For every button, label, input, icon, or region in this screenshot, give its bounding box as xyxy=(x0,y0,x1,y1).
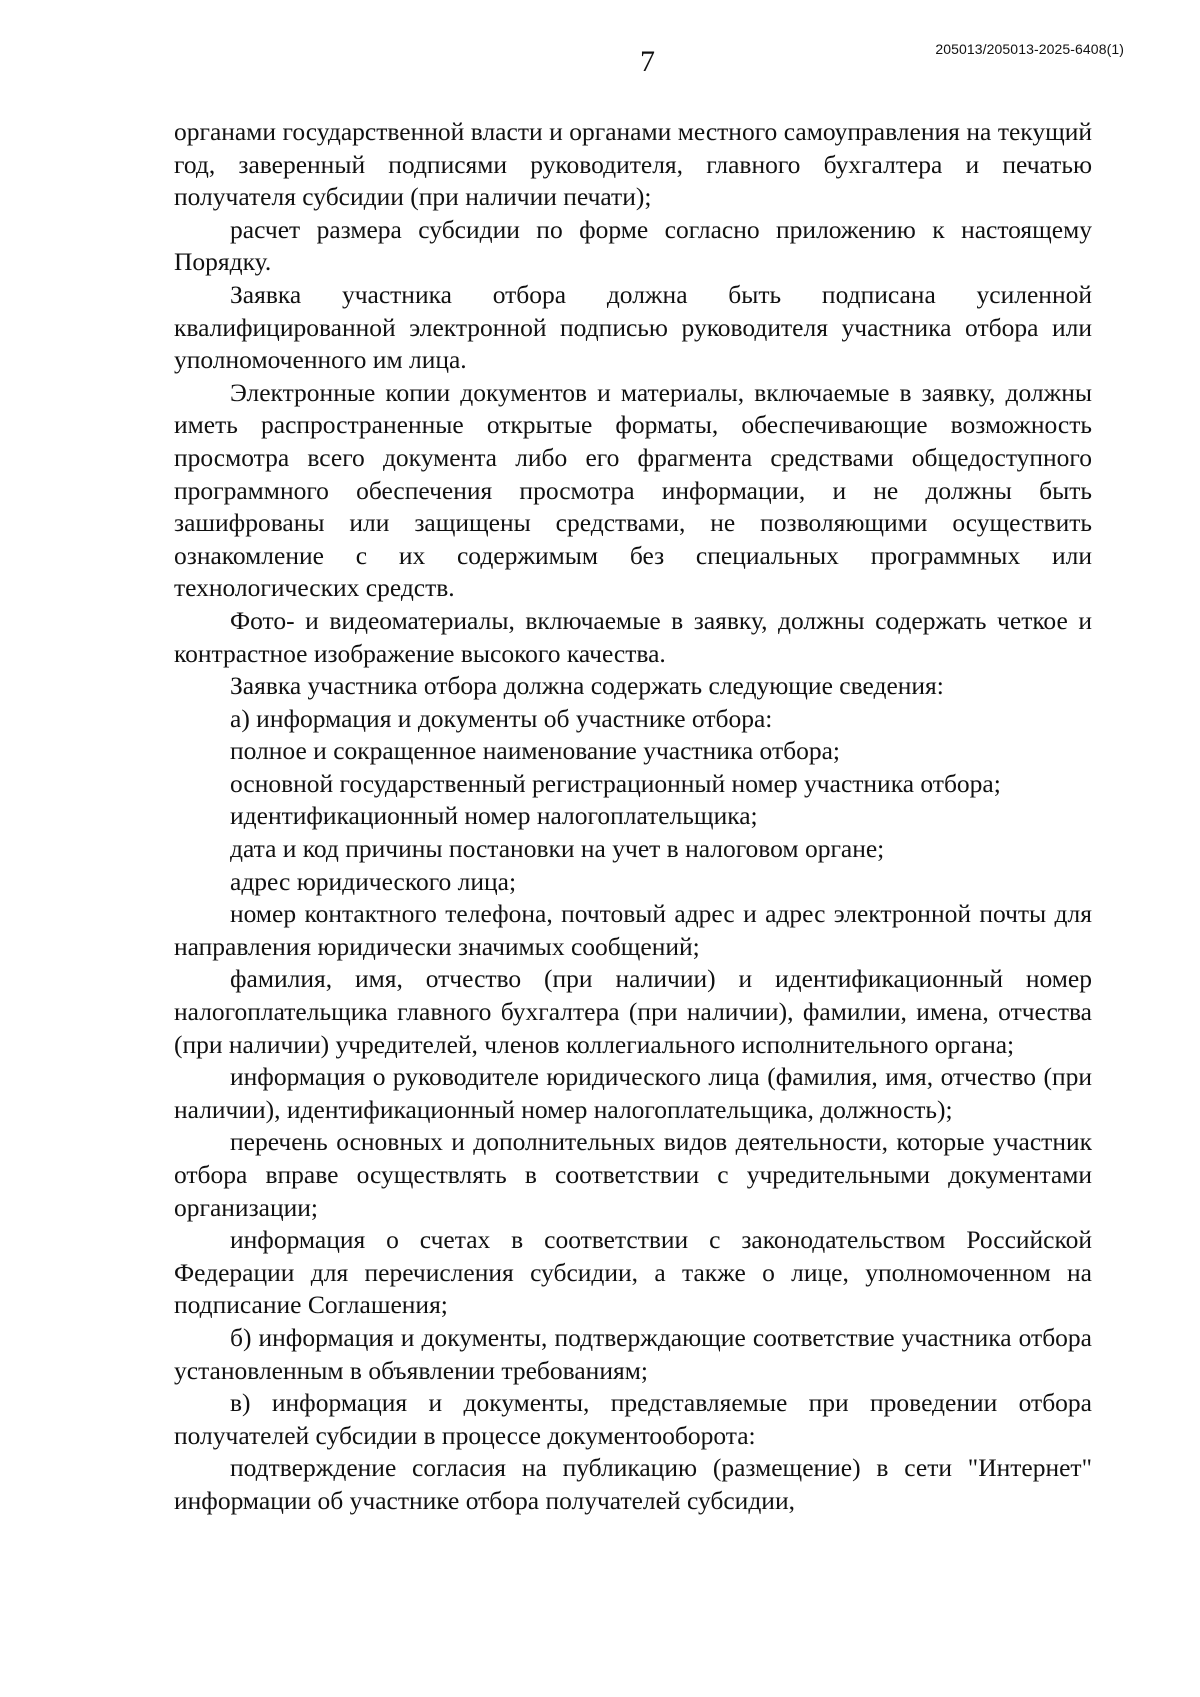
paragraph: Электронные копии документов и материалы, включаемые в заявку, должны иметь распространенные открытые форматы, обеспечивающие возможность просмотра всего документа либо его фрагмента средствами общедоступного программного обеспечения просмотра информации, и не должны быть зашифрованы или защищены средствами, не позволяющими осуществить ознакомление с их содержимым без специальных программных или технологических средств. xyxy=(174,377,1092,603)
paragraph: б) информация и документы, подтверждающие соответствие участника отбора установленным в объявлении требованиям; xyxy=(174,1322,1092,1385)
paragraph: полное и сокращенное наименование участника отбора; xyxy=(230,736,840,766)
paragraph: адрес юридического лица; xyxy=(230,866,517,896)
paragraph: номер контактного телефона, почтовый адрес и адрес электронной почты для направления юридически значимых сообщений; xyxy=(174,899,1092,961)
paragraph: перечень основных и дополнительных видов деятельности, которые участник отбора вправе осуществлять в соответствии с учредительными документами организации; xyxy=(174,1127,1092,1222)
paragraph: дата и код причины постановки на учет в налоговом органе; xyxy=(230,834,885,864)
paragraph: идентификационный номер налогоплательщика; xyxy=(230,801,758,831)
paragraph: Заявка участника отбора должна содержать следующие сведения: xyxy=(230,671,944,701)
paragraph: фамилия, имя, отчество (при наличии) и идентификационный номер налогоплательщика главного бухгалтера (при наличии), фамилии, имена, отчества (при наличии) учредителей, членов коллегиального исполнительного органа; xyxy=(174,964,1092,1059)
paragraph: Заявка участника отбора должна быть подписана усиленной квалифицированной электронной подписью руководителя участника отбора или уполномоченного им лица. xyxy=(174,279,1092,375)
paragraph: Фото- и видеоматериалы, включаемые в заявку, должны содержать четкое и контрастное изображение высокого качества. xyxy=(174,605,1092,668)
document-code: 205013/205013-2025-6408(1) xyxy=(935,41,1124,57)
page-number: 7 xyxy=(640,45,655,78)
document-body xyxy=(174,116,1092,1518)
paragraph: органами государственной власти и органами местного самоуправления на текущий год, заверенный подписями руководителя, главного бухгалтера и печатью получателя субсидии (при наличии печати); xyxy=(174,117,1092,212)
paragraph: расчет размера субсидии по форме согласно приложению к настоящему Порядку. xyxy=(174,214,1092,277)
paragraph: основной государственный регистрационный номер участника отбора; xyxy=(230,768,1001,798)
paragraph: подтверждение согласия на публикацию (размещение) в сети "Интернет" информации об участнике отбора получателей субсидии, xyxy=(174,1453,1092,1515)
paragraph: в) информация и документы, представляемые при проведении отбора получателей субсидии в процессе документооборота: xyxy=(174,1388,1092,1450)
paragraph: информация о счетах в соответствии с законодательством Российской Федерации для перечисления субсидии, а также о лице, уполномоченном на подписание Соглашения; xyxy=(174,1225,1092,1320)
paragraph: а) информация и документы об участнике отбора: xyxy=(230,703,773,733)
paragraph: информация о руководителе юридического лица (фамилия, имя, отчество (при наличии), идентификационный номер налогоплательщика, должность); xyxy=(174,1062,1092,1124)
